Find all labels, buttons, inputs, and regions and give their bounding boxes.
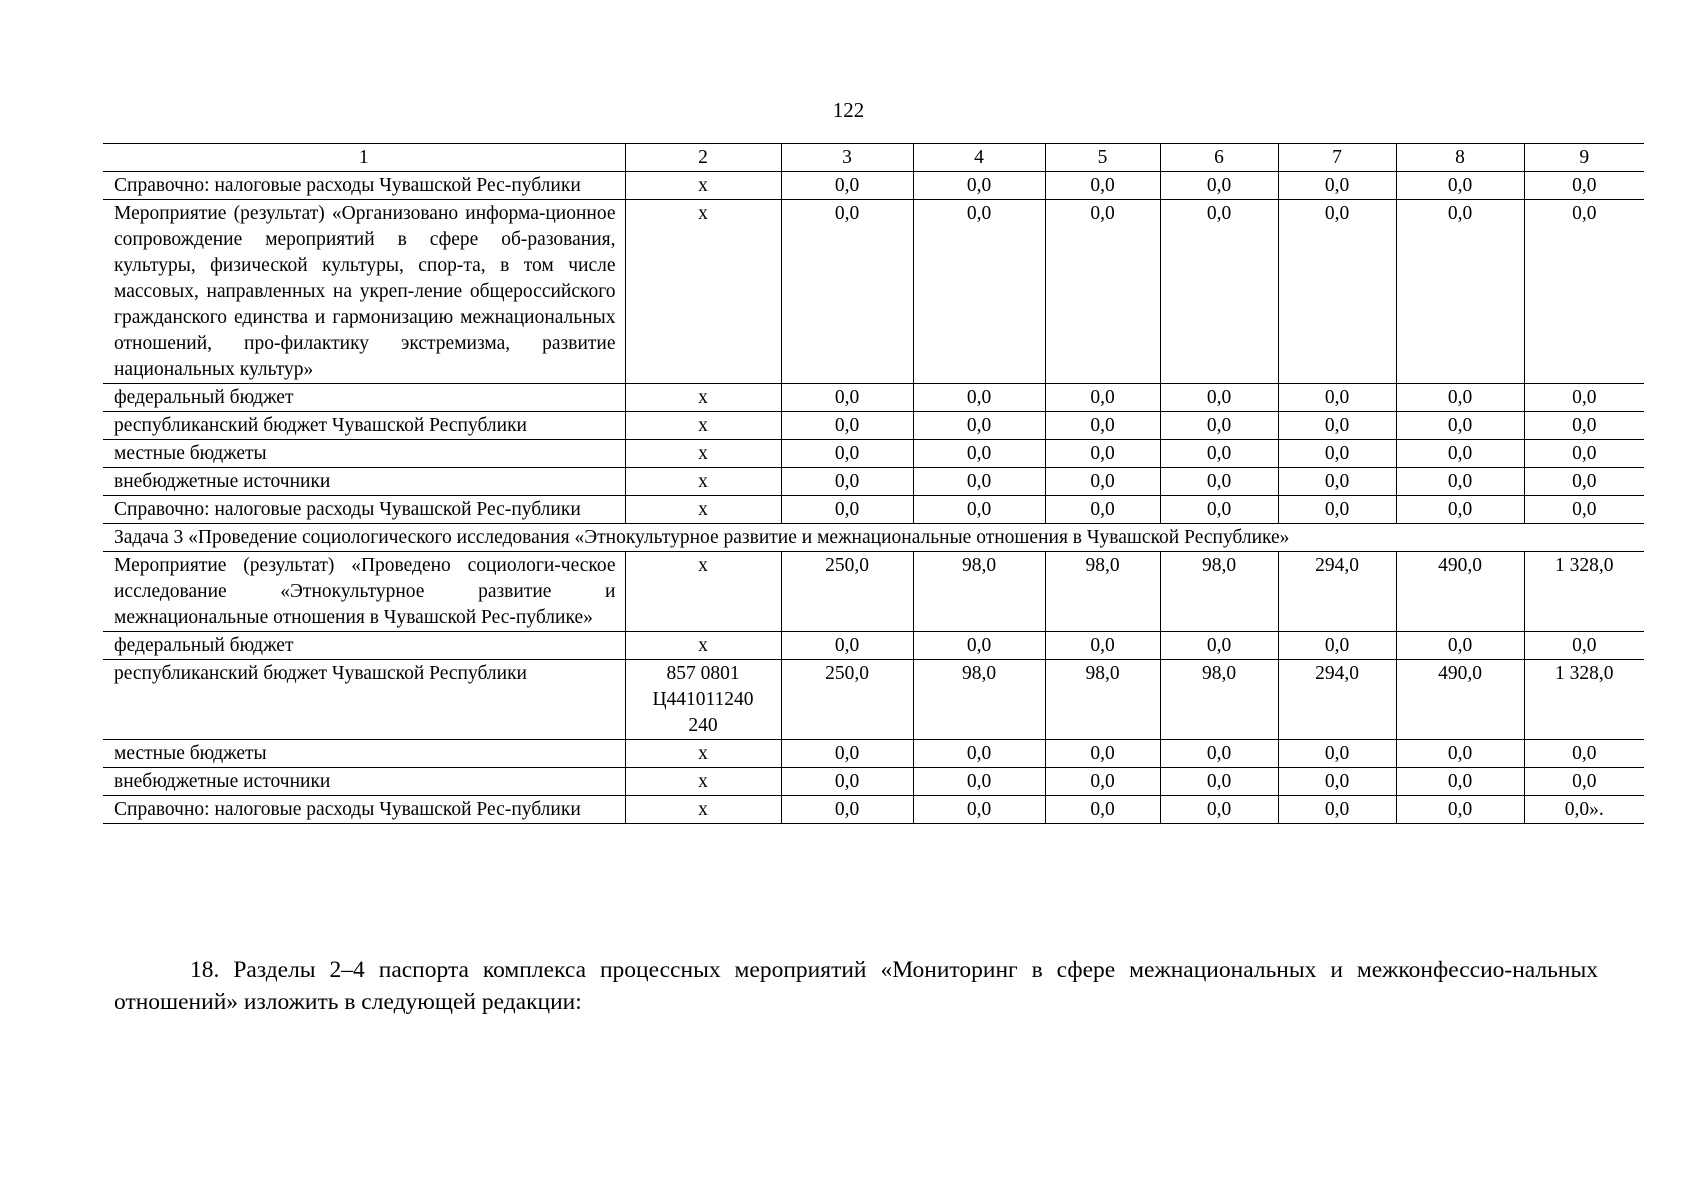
budget-code-line: 240 — [688, 715, 718, 736]
body-paragraph: 18. Разделы 2–4 паспорта комплекса процессных мероприятий «Мониторинг в сфере межнациональных и межконфессио-нальных отношений» изложить в следующей редакции: — [114, 957, 1598, 1015]
budget-code: x — [625, 496, 781, 524]
table-row — [103, 552, 1644, 632]
table-row — [103, 172, 1644, 200]
row-label: республиканский бюджет Чувашской Республики — [103, 412, 625, 440]
table-row — [103, 468, 1644, 496]
amount-cell: 0,0 — [1045, 768, 1160, 796]
amount-cell: 0,0 — [1278, 496, 1396, 524]
amount-cell: 490,0 — [1396, 552, 1524, 632]
amount-cell: 1 328,0 — [1524, 660, 1644, 740]
amount-cell: 0,0 — [1160, 200, 1278, 384]
budget-code: x — [625, 552, 781, 632]
amount-cell: 0,0 — [781, 172, 913, 200]
amount-cell: 0,0 — [1524, 412, 1644, 440]
table-row — [103, 768, 1644, 796]
amount-cell: 0,0 — [781, 468, 913, 496]
budget-code — [625, 660, 781, 740]
amount-cell: 0,0 — [1045, 796, 1160, 824]
amount-cell: 0,0 — [913, 496, 1045, 524]
amount-cell: 0,0 — [1396, 384, 1524, 412]
row-label: республиканский бюджет Чувашской Республики — [103, 660, 625, 740]
budget-code: x — [625, 384, 781, 412]
amount-cell: 0,0 — [1278, 412, 1396, 440]
header-cell: 9 — [1524, 144, 1644, 172]
amount-cell: 98,0 — [1045, 660, 1160, 740]
amount-cell: 0,0 — [913, 440, 1045, 468]
amount-cell: 0,0 — [1396, 468, 1524, 496]
amount-cell: 0,0 — [1278, 768, 1396, 796]
amount-cell: 0,0 — [913, 768, 1045, 796]
task-title: Задача 3 «Проведение социологического исследования «Этнокультурное развитие и межнациональные отношения в Чувашской Республике» — [103, 524, 1644, 552]
amount-cell: 0,0 — [1524, 632, 1644, 660]
header-cell: 5 — [1045, 144, 1160, 172]
table-row — [103, 496, 1644, 524]
amount-cell: 98,0 — [1160, 552, 1278, 632]
amount-cell: 0,0 — [1045, 172, 1160, 200]
amount-cell: 0,0 — [1160, 172, 1278, 200]
amount-cell: 0,0 — [913, 468, 1045, 496]
amount-cell: 0,0 — [1524, 200, 1644, 384]
amount-cell: 0,0 — [1524, 740, 1644, 768]
amount-cell: 0,0 — [913, 384, 1045, 412]
amount-cell: 0,0 — [1045, 740, 1160, 768]
amount-cell: 0,0 — [1160, 496, 1278, 524]
amount-cell: 0,0 — [1396, 200, 1524, 384]
task-row — [103, 524, 1644, 552]
amount-cell: 0,0 — [1278, 468, 1396, 496]
amount-cell: 0,0 — [1524, 384, 1644, 412]
table-row — [103, 384, 1644, 412]
amount-cell: 0,0 — [1278, 740, 1396, 768]
amount-cell: 0,0 — [1045, 440, 1160, 468]
amount-cell: 0,0 — [1524, 496, 1644, 524]
amount-cell: 0,0 — [1524, 768, 1644, 796]
row-label: Справочно: налоговые расходы Чувашской Рес-публики — [103, 796, 625, 824]
amount-cell: 0,0 — [1396, 440, 1524, 468]
amount-cell: 0,0 — [781, 740, 913, 768]
amount-cell: 0,0 — [1045, 412, 1160, 440]
amount-cell: 0,0 — [1278, 172, 1396, 200]
amount-cell: 0,0 — [1396, 412, 1524, 440]
amount-cell: 294,0 — [1278, 660, 1396, 740]
budget-code: x — [625, 632, 781, 660]
amount-cell: 0,0 — [1278, 200, 1396, 384]
amount-cell: 0,0 — [781, 768, 913, 796]
row-label: Мероприятие (результат) «Проведено социологи-ческое исследование «Этнокультурное развитие и межнациональные отношения в Чувашской Рес-публике» — [103, 552, 625, 632]
budget-code: x — [625, 440, 781, 468]
amount-cell: 0,0 — [1278, 440, 1396, 468]
row-label: внебюджетные источники — [103, 768, 625, 796]
table-row — [103, 412, 1644, 440]
header-cell: 7 — [1278, 144, 1396, 172]
header-cell: 8 — [1396, 144, 1524, 172]
amount-cell: 0,0 — [1160, 440, 1278, 468]
amount-cell: 0,0 — [781, 412, 913, 440]
table-body-group-2 — [103, 552, 1644, 824]
table-row — [103, 632, 1644, 660]
header-cell: 4 — [913, 144, 1045, 172]
table-header-row — [103, 144, 1644, 172]
amount-cell: 0,0 — [1045, 496, 1160, 524]
table-row — [103, 440, 1644, 468]
amount-cell: 0,0 — [1160, 632, 1278, 660]
amount-cell: 250,0 — [781, 552, 913, 632]
amount-cell: 0,0 — [913, 740, 1045, 768]
budget-code: x — [625, 200, 781, 384]
amount-cell: 98,0 — [913, 552, 1045, 632]
amount-cell: 0,0 — [781, 384, 913, 412]
amount-cell: 0,0 — [1524, 440, 1644, 468]
amount-cell: 0,0 — [1396, 740, 1524, 768]
table-row — [103, 796, 1644, 824]
row-label: федеральный бюджет — [103, 384, 625, 412]
amount-cell: 0,0 — [781, 632, 913, 660]
amount-cell: 0,0 — [781, 440, 913, 468]
amount-cell: 0,0 — [1278, 632, 1396, 660]
amount-cell: 0,0 — [781, 796, 913, 824]
amount-cell: 98,0 — [913, 660, 1045, 740]
budget-code: x — [625, 468, 781, 496]
row-label: Мероприятие (результат) «Организовано информа-ционное сопровождение мероприятий в сфере об-разования, культуры, физической культуры, спор-та, в том числе массовых, направленных на укреп-ление общероссийского гражданского единства и гармонизацию межнациональных отношений, про-филактику экстремизма, развитие национальных культур» — [103, 200, 625, 384]
header-cell: 6 — [1160, 144, 1278, 172]
amount-cell: 294,0 — [1278, 552, 1396, 632]
amount-cell: 0,0 — [913, 796, 1045, 824]
amount-cell: 0,0 — [1396, 632, 1524, 660]
amount-cell: 0,0 — [1160, 768, 1278, 796]
budget-table — [103, 143, 1644, 824]
table-body-group-1 — [103, 172, 1644, 524]
row-label: внебюджетные источники — [103, 468, 625, 496]
amount-cell: 0,0 — [913, 632, 1045, 660]
amount-cell: 0,0 — [1396, 768, 1524, 796]
amount-cell: 0,0 — [913, 172, 1045, 200]
amount-cell: 0,0 — [1045, 200, 1160, 384]
amount-cell: 0,0 — [1160, 796, 1278, 824]
amount-cell: 98,0 — [1045, 552, 1160, 632]
amount-cell: 0,0 — [1396, 172, 1524, 200]
amount-cell: 1 328,0 — [1524, 552, 1644, 632]
page-number: 122 — [832, 98, 865, 122]
amount-cell: 0,0 — [1160, 384, 1278, 412]
row-label: местные бюджеты — [103, 740, 625, 768]
budget-code: x — [625, 740, 781, 768]
amount-cell: 0,0 — [913, 200, 1045, 384]
amount-cell: 0,0 — [1278, 796, 1396, 824]
table-row — [103, 200, 1644, 384]
row-label: Справочно: налоговые расходы Чувашской Рес-публики — [103, 496, 625, 524]
amount-cell: 0,0 — [913, 412, 1045, 440]
budget-code-line: Ц441011240 — [652, 689, 754, 710]
budget-code: x — [625, 172, 781, 200]
budget-code: x — [625, 768, 781, 796]
amount-cell: 0,0 — [1278, 384, 1396, 412]
amount-cell: 0,0 — [1045, 632, 1160, 660]
header-cell: 3 — [781, 144, 913, 172]
budget-code: x — [625, 796, 781, 824]
amount-cell: 0,0 — [1160, 412, 1278, 440]
amount-cell: 0,0 — [1396, 796, 1524, 824]
row-label: федеральный бюджет — [103, 632, 625, 660]
amount-cell: 0,0 — [781, 200, 913, 384]
row-label: местные бюджеты — [103, 440, 625, 468]
amount-cell: 0,0 — [781, 496, 913, 524]
header-cell: 1 — [103, 144, 625, 172]
amount-cell: 0,0 — [1524, 468, 1644, 496]
row-label: Справочно: налоговые расходы Чувашской Рес-публики — [103, 172, 625, 200]
budget-code: x — [625, 412, 781, 440]
amount-cell: 0,0 — [1045, 384, 1160, 412]
table-row — [103, 660, 1644, 740]
amount-cell: 0,0 — [1396, 496, 1524, 524]
amount-cell: 98,0 — [1160, 660, 1278, 740]
header-cell: 2 — [625, 144, 781, 172]
amount-cell: 0,0 — [1160, 740, 1278, 768]
amount-cell: 0,0». — [1524, 796, 1644, 824]
amount-cell: 0,0 — [1045, 468, 1160, 496]
amount-cell: 490,0 — [1396, 660, 1524, 740]
amount-cell: 0,0 — [1160, 468, 1278, 496]
table-row — [103, 740, 1644, 768]
budget-code-line: 857 0801 — [666, 663, 740, 684]
amount-cell: 250,0 — [781, 660, 913, 740]
amount-cell: 0,0 — [1524, 172, 1644, 200]
